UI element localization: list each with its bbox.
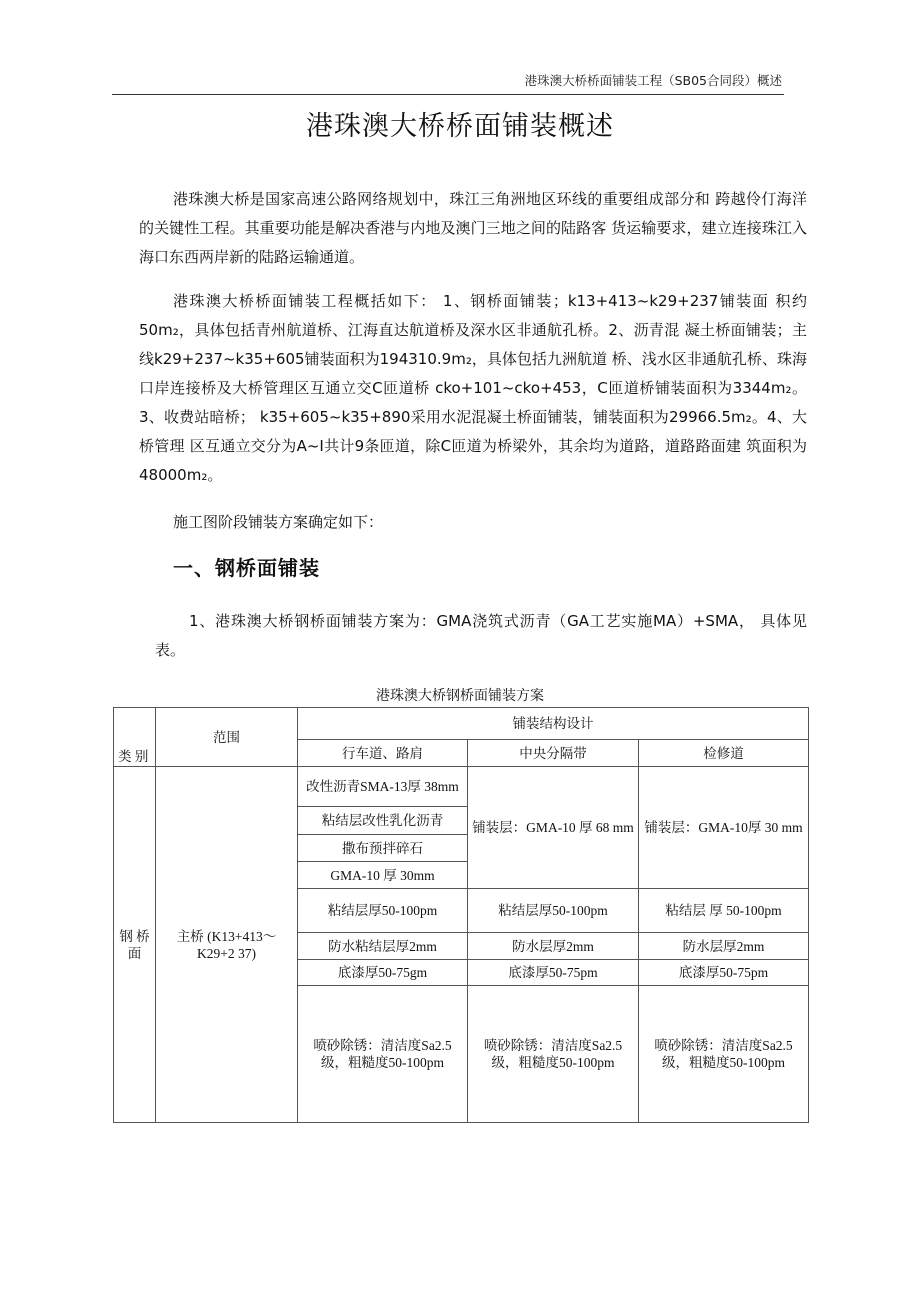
- maintenance-layer-cell: 粘结层 厚 50-100pm: [639, 889, 809, 933]
- carriageway-layer-cell: 防水粘结层厚2mm: [298, 933, 468, 960]
- carriageway-layer-cell: 改性沥青SMA-13厚 38mm: [298, 767, 468, 807]
- header-structure: 铺装结构设计: [298, 708, 809, 740]
- median-layer-cell: 防水层厚2mm: [468, 933, 639, 960]
- carriageway-layer-cell: 喷砂除锈：清洁度Sa2.5级，粗糙度50-100pm: [298, 986, 468, 1123]
- median-layer-cell: 喷砂除锈：清洁度Sa2.5级，粗糙度50-100pm: [468, 986, 639, 1123]
- carriageway-layer-cell: GMA-10 厚 30mm: [298, 862, 468, 889]
- plan-intro-paragraph: 施工图阶段铺装方案确定如下：: [173, 513, 384, 531]
- maintenance-layer-cell: 防水层厚2mm: [639, 933, 809, 960]
- section-heading-steel-deck: 一、钢桥面铺装: [173, 556, 320, 580]
- header-maintenance: 检修道: [639, 740, 809, 767]
- table-row: [114, 767, 809, 807]
- table-row: [114, 708, 809, 740]
- carriageway-layer-cell: 粘结层改性乳化沥青: [298, 807, 468, 835]
- header-divider: [112, 94, 784, 95]
- range-cell: 主桥 (K13+413～K29+2 37): [156, 767, 298, 1123]
- median-layer-cell: 铺装层：GMA-10 厚 68 mm: [468, 767, 639, 889]
- maintenance-layer-cell: 底漆厚50-75pm: [639, 960, 809, 986]
- maintenance-layer-cell: 喷砂除锈：清洁度Sa2.5级，粗糙度50-100pm: [639, 986, 809, 1123]
- table-caption: 港珠澳大桥钢桥面铺装方案: [376, 688, 544, 704]
- median-layer-cell: 粘结层厚50-100pm: [468, 889, 639, 933]
- maintenance-layer-cell: 铺装层：GMA-10厚 30 mm: [639, 767, 809, 889]
- carriageway-layer-cell: 底漆厚50-75gm: [298, 960, 468, 986]
- header-carriageway: 行车道、路肩: [298, 740, 468, 767]
- running-header: 港珠澳大桥桥面铺装工程（SB05合同段）概述: [524, 73, 782, 88]
- intro-paragraph: 港珠澳大桥是国家高速公路网络规划中，珠江三角洲地区环线的重要组成部分和 跨越伶仃海洋的关键性工程。其重要功能是解决香港与内地及澳门三地之间的陆路客 货运输要求，建立连接珠江入海口东西两岸新的陆路运输通道。: [139, 190, 807, 266]
- carriageway-layer-cell: 撒布预拌碎石: [298, 835, 468, 862]
- header-median: 中央分隔带: [468, 740, 639, 767]
- steel-scheme-paragraph: 1、港珠澳大桥钢桥面铺装方案为：GMA浇筑式沥青（GA工艺实施MA）+SMA， 具体见表。: [155, 612, 807, 659]
- page-title: 港珠澳大桥桥面铺装概述: [306, 111, 614, 142]
- header-category: 类 别: [114, 708, 156, 767]
- overview-paragraph: 港珠澳大桥桥面铺装工程概括如下： 1、钢桥面铺装；k13+413~k29+237铺装面 积约50m₂，具体包括青州航道桥、江海直达航道桥及深水区非通航孔桥。2、沥青混 凝土桥面铺装；主线k29+237~k35+605铺装面积为194310.9m₂，具体包括九洲航道 桥、浅水区非通航孔桥、珠海口岸连接桥及大桥管理区互通立交C匝道桥 cko+101~cko+453，C匝道桥铺装面积为3344m₂。3、收费站暗桥； k35+605~k35+890采用水泥混凝土桥面铺装，铺装面积为29966.5m₂。4、大桥管理 区互通立交分为A~I共计9条匝道，除C匝道为桥梁外，其余均为道路，道路路面建 筑面积为48000m₂。: [139, 292, 807, 484]
- carriageway-layer-cell: 粘结层厚50-100pm: [298, 889, 468, 933]
- paving-scheme-table: [113, 707, 809, 1123]
- category-cell: 钢 桥 面: [114, 767, 156, 1123]
- header-range: 范围: [156, 708, 298, 767]
- median-layer-cell: 底漆厚50-75pm: [468, 960, 639, 986]
